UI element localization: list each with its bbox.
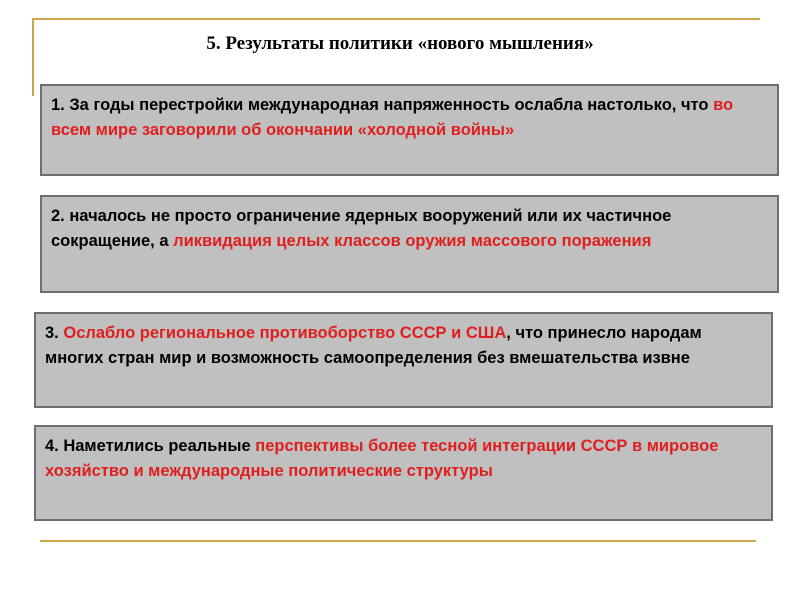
top-rule-line bbox=[32, 18, 760, 20]
result-1-text: 1. За годы перестройки международная напряженность ослабла настолько, что bbox=[51, 96, 714, 114]
result-4-highlight: перспективы более тесной интеграции СССР в мировое хозяйство и международные политические структуры bbox=[45, 437, 719, 480]
bottom-rule-line bbox=[40, 540, 756, 542]
result-box-4 bbox=[34, 425, 773, 521]
slide-title: 5. Результаты политики «нового мышления» bbox=[206, 33, 594, 54]
result-2-text: 2. началось не просто ограничение ядерных вооружений или их частичное сокращение, а bbox=[51, 207, 672, 250]
result-box-3 bbox=[34, 312, 773, 408]
result-1-highlight: во всем мире заговорили об окончании «холодной войны» bbox=[51, 96, 734, 139]
result-box-2 bbox=[40, 195, 779, 293]
result-box-1 bbox=[40, 84, 779, 176]
result-2-highlight: ликвидация целых классов оружия массового поражения bbox=[173, 232, 652, 250]
result-3-number: 3. bbox=[45, 324, 64, 342]
result-4-text: 4. Наметились реальные bbox=[45, 437, 256, 455]
result-3-highlight: Ослабло региональное противоборство СССР и США bbox=[63, 324, 507, 342]
result-3-text: , что принесло народам многих стран мир и возможность самоопределения без вмешательства извне bbox=[45, 324, 702, 367]
left-rule-line bbox=[32, 18, 34, 96]
